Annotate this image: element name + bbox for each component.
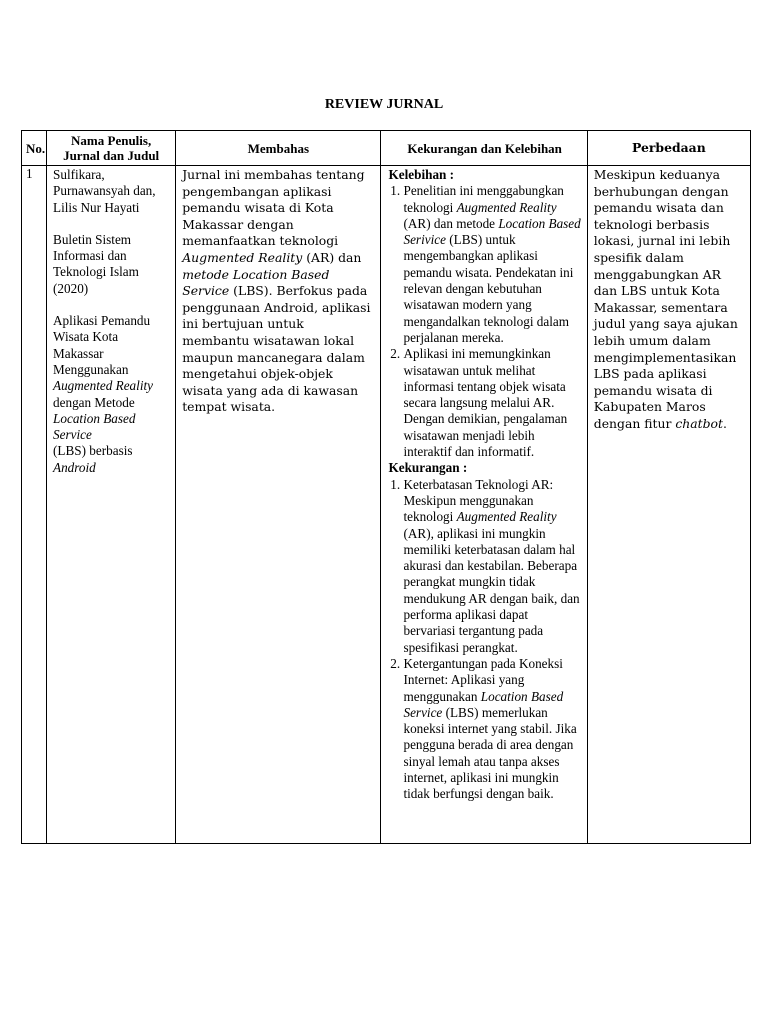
title-line: Menggunakan [53,361,129,377]
title-line: Makassar [53,345,104,361]
kelebihan-list [388,183,580,460]
perbedaan-text: Meskipun keduanya berhubungan dengan pemandu wisata dan teknologi berbasis lokasi, jurnal ini lebih spesifik dalam menggabungkan AR dan LBS untuk Kota Makassar, sementara judul yang saya ajukan lebih umum dalam mengimplementasikan LBS pada aplikasi pemandu wisata di Kabupaten Maros dengan fitur [593,167,738,431]
membahas-text: Jurnal ini membahas tentang pengembangan aplikasi pemandu wisata di Kota Makassar dengan memanfaatkan teknologi [182,167,365,249]
item-text: Aplikasi ini memungkinkan wisatawan untuk melihat informasi tentang objek wisata secara langsung melalui AR. Dengan demikian, pengalaman wisatawan menjadi lebih interaktif dan informatif. [403,346,568,460]
page-title: REVIEW JURNAL [324,97,444,112]
list-item [403,477,580,656]
item-text: (LBS) untuk mengembangkan aplikasi pemandu wisata. Pendekatan ini relevan dengan kebutuhan wisatawan modern yang mengandalkan teknologi dalam perjalanan mereka. [403,232,574,345]
table-header-row [22,131,751,166]
item-text: (AR), aplikasi ini mungkin memiliki keterbatasan dalam hal akurasi dan kestabilan. Beberapa perangkat mungkin tidak mendukung AR dengan baik, dan performa aplikasi dapat bervariasi tergantung pada spesifikasi perangkat. [403,525,580,655]
membahas-text: (AR) dan [302,249,362,265]
cell-perbedaan [587,166,750,844]
kekurangan-label: Kekurangan : [388,460,468,476]
header-no: No. [22,131,47,166]
journal-line: (2020) [53,280,89,296]
item-text: (AR) dan metode [403,215,499,231]
list-item [403,346,580,460]
table-row [22,166,751,844]
kelebihan-label: Kelebihan : [388,167,455,182]
journal-line: Teknologi Islam [53,264,139,280]
title-line: Aplikasi Pemandu [53,313,151,329]
header-penulis [47,131,176,166]
title-line: (LBS) berbasis [53,443,133,459]
list-item [403,656,580,803]
header-kekurangan-kelebihan: Kekurangan dan Kelebihan [381,131,587,166]
cell-kekurangan-kelebihan [381,166,587,844]
title-line: Wisata Kota [53,329,119,345]
author-line: Sulfikara, [53,167,105,182]
list-item [403,183,580,346]
item-text: Keterbatasan Teknologi AR: Meskipun menggunakan teknologi [403,476,554,525]
item-lbs: Location Based Serivice [403,215,581,248]
journal-line: Buletin Sistem [53,231,132,247]
item-lbs: Location Based Service [403,688,564,720]
header-perbedaan: Perbedaan [587,131,750,166]
title-line-ar: Augmented Reality [53,378,153,394]
perbedaan-text: . [723,415,727,431]
perbedaan-chatbot: chatbot [675,415,724,431]
item-ar: Augmented Reality [456,509,557,525]
item-ar: Augmented Reality [456,199,557,215]
header-penulis-line1: Nama Penulis, [71,133,152,148]
kekurangan-list [388,477,580,803]
membahas-lbs: metode Location Based Service [182,266,330,299]
title-line-lbs: Location Based Service [53,410,136,443]
journal-line: Informasi dan [53,248,127,264]
item-text: (LBS) memerlukan koneksi internet yang stabil. Jika pengguna berada di area dengan sinyal lemah atau tanpa akses internet, aplikasi ini mungkin tidak berfungsi dengan baik. [403,704,577,802]
author-line: Lilis Nur Hayati [53,199,140,215]
cell-no: 1 [22,166,47,844]
review-table [21,130,751,844]
author-line: Purnawansyah dan, [53,183,156,199]
item-text: Penelitian ini menggabungkan teknologi [403,183,564,215]
header-penulis-line2: Jurnal dan Judul [63,148,160,163]
membahas-ar: Augmented Reality [182,249,303,265]
title-line-android: Android [53,459,96,475]
title-line: dengan Metode [53,394,135,410]
item-text: Ketergantungan pada Koneksi Internet: Aplikasi yang menggunakan [403,655,563,704]
cell-membahas [176,166,381,844]
cell-penulis [47,166,176,844]
membahas-text: (LBS). Berfokus pada penggunaan Android, aplikasi ini bertujuan untuk membantu wisatawan lokal maupun mancanegara dalam mengetahui objek-objek wisata yang ada di kawasan tempat wisata. [182,283,371,415]
header-membahas: Membahas [176,131,381,166]
